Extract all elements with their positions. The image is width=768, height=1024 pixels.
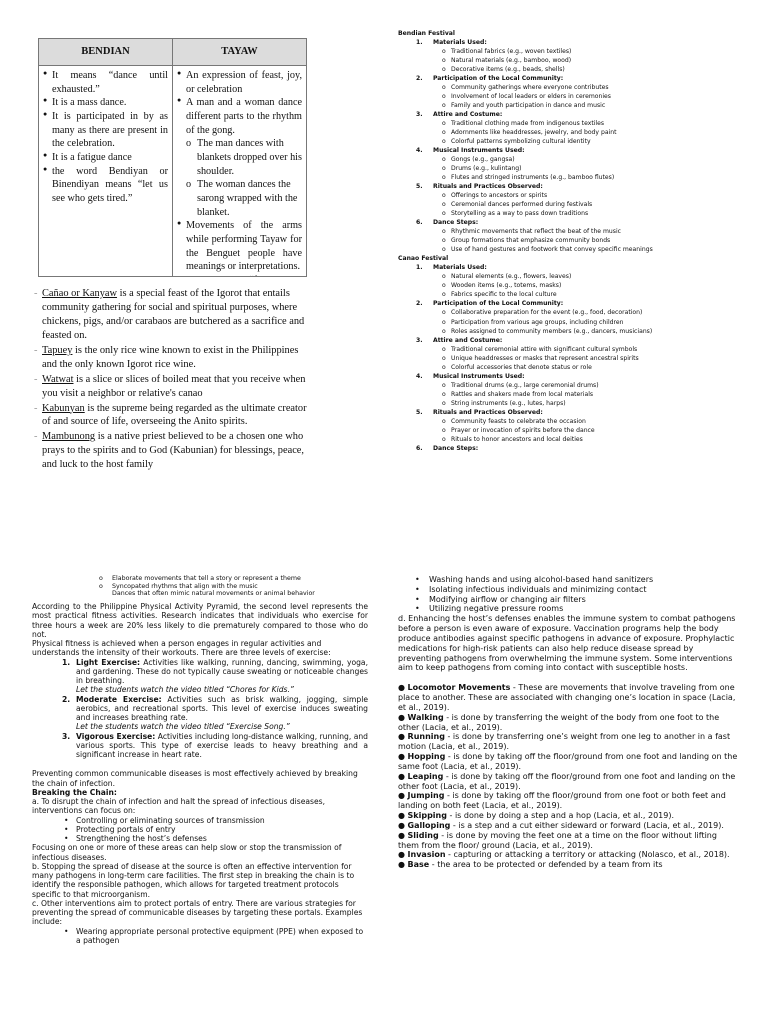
movement-definitions xyxy=(398,683,738,870)
movement-def: - is done by taking off the floor/ground from one foot and landing on the other foot (Lacia, et al., 2019). xyxy=(398,771,736,791)
paragraph: b. Stopping the spread of disease at the source is often an effective intervention for many pathogens in long-term care facilities. The first step in breaking the chain is to identify the responsible pathogen, which allows for targeted treatment protocols specific to that microorganism. xyxy=(32,861,355,899)
movement-entry xyxy=(398,732,738,752)
paragraph: Preventing common communicable diseases is most effectively achieved by breaking the chain of infection. xyxy=(32,769,358,788)
movement-term: Invasion xyxy=(407,850,446,860)
section-title: Materials Used: xyxy=(433,39,487,47)
tayaw-column xyxy=(172,66,306,277)
section-item: o Involvement of local leaders or elders in ceremonies xyxy=(398,92,758,101)
movement-term: Jumping xyxy=(407,791,445,801)
section-item: o Storytelling as a way to pass down traditions xyxy=(398,209,758,218)
section-number: 6. xyxy=(416,219,423,227)
section-item: o Traditional ceremonial attire with significant cultural symbols xyxy=(398,345,758,354)
glossary-term: Watwat xyxy=(42,373,74,385)
table-header xyxy=(39,39,306,66)
dance-steps-continued xyxy=(32,575,368,598)
movement-def: - is a step and a cut either sideward or forward (Lacia, et al., 2019). xyxy=(450,820,724,830)
section-item: o Participation from various age groups, including children xyxy=(398,318,758,327)
paragraph: a. To disrupt the chain of infection and halt the spread of infectious diseases, interventions can focus on: xyxy=(32,797,326,816)
section-item: o Offerings to ancestors or spirits xyxy=(398,191,758,200)
paragraph: According to the Philippine Physical Activity Pyramid, the second level represents the most practical fitness activities. Research indicates that individuals who exercise for three hours a week are 20% less likely to die prematurely compared to those who do not. xyxy=(32,602,368,639)
section-title: Participation of the Local Community: xyxy=(433,300,564,308)
bendian-festival-title: Bendian Festival xyxy=(398,30,455,37)
section-item: o Colorful accessories that denote status or role xyxy=(398,363,758,372)
movement-def: - is done by transferring the weight of the body from one foot to the other (Lacia, et al., 2019). xyxy=(398,712,720,732)
movement-entry xyxy=(398,791,738,811)
movement-def: - is done by taking off the floor/ground from one foot and landing on the same foot (Lacia, et al., 2019). xyxy=(398,752,738,771)
tayaw-subitem: o The man dances with blankets dropped over his shoulder. xyxy=(177,137,302,178)
header-bendian: BENDIAN xyxy=(81,46,130,57)
festival-section xyxy=(398,146,758,182)
section-title: Attire and Costume: xyxy=(433,336,503,344)
glossary-entry xyxy=(32,373,307,401)
movement-term: Leaping xyxy=(407,771,444,781)
canao-festival-title: Canao Festival xyxy=(398,255,449,263)
bullet-icon: ● xyxy=(398,860,408,870)
section-title: Participation of the Local Community: xyxy=(433,75,564,83)
section-item: o Traditional clothing made from indigenous textiles xyxy=(398,119,758,128)
bullet-icon: • xyxy=(64,926,69,936)
level-video: Let the students watch the video titled “Exercise Song.” xyxy=(76,722,290,732)
section-number: 4. xyxy=(416,372,423,380)
movement-term: Running xyxy=(407,732,445,742)
section-title: Musical Instruments Used: xyxy=(433,372,525,380)
section-heading xyxy=(398,444,758,453)
movement-entry xyxy=(398,821,738,831)
level-name: Vigorous Exercise: xyxy=(76,731,156,741)
festival-outline xyxy=(398,29,758,453)
level-number: 3. xyxy=(62,731,71,741)
list-text: Utilizing negative pressure rooms xyxy=(429,604,564,614)
list-item xyxy=(32,816,368,825)
section-number: 3. xyxy=(416,336,423,344)
movement-entry xyxy=(398,772,738,792)
bullet-icon: ● xyxy=(398,771,408,781)
level-name: Light Exercise: xyxy=(76,657,141,667)
festival-section xyxy=(398,182,758,218)
list-item xyxy=(398,585,738,595)
bullet-icon: • xyxy=(415,584,420,594)
section-item: o Community gatherings where everyone contributes xyxy=(398,83,758,92)
movement-def: - is done by doing a step and a hop (Lacia, et al., 2019). xyxy=(446,811,675,821)
section-item: o Natural materials (e.g., bamboo, wood) xyxy=(398,56,758,65)
list-item xyxy=(398,575,738,585)
festival-section xyxy=(398,444,758,453)
movement-entry xyxy=(398,713,738,733)
section-heading xyxy=(32,788,368,797)
section-item: o Wooden items (e.g., totems, masks) xyxy=(398,281,758,290)
section-item: o Fabrics specific to the local culture xyxy=(398,290,758,299)
section-item: o Collaborative preparation for the event (e.g., food, decoration) xyxy=(398,308,758,317)
movement-entry xyxy=(398,752,738,772)
section-number: 2. xyxy=(416,75,423,83)
festival-section xyxy=(398,408,758,444)
section-heading xyxy=(398,372,758,381)
section-heading xyxy=(398,38,758,47)
tayaw-item: ● A man and a woman dance different parts to the rhythm of the gong. xyxy=(177,96,302,137)
section-item: o Traditional fabrics (e.g., woven textiles) xyxy=(398,47,758,56)
section-item: o Colorful patterns symbolizing cultural identity xyxy=(398,137,758,146)
exercise-level xyxy=(62,658,368,695)
fitness-and-infection-text xyxy=(32,575,368,945)
section-heading xyxy=(398,74,758,83)
tayaw-item: ● Movements of the arms while performing Tayaw for the Benguet people have meanings or interpretations. xyxy=(177,219,302,274)
section-item: o Natural elements (e.g., flowers, leaves) xyxy=(398,272,758,281)
section-item: o Rattles and shakers made from local materials xyxy=(398,390,758,399)
glossary-def: is a native priest believed to be a chosen one who prays to the spirits and to God (Kabunian) for blessings, peace, and luck to the host family xyxy=(42,431,305,471)
section-number: 5. xyxy=(416,408,423,416)
section-item: o Traditional drums (e.g., large ceremonial drums) xyxy=(398,381,758,390)
level-text: Activities like walking, running, dancing, swimming, yoga, and gardening. These do not typically cause sweating or noticeable changes in breathing. xyxy=(76,657,368,686)
level-text: Activities including long-distance walking, running, and various sports. This type of exercise leads to heavy breathing and a significant increase in heart rate. xyxy=(76,731,368,760)
festival-section xyxy=(398,110,758,146)
list-text: Modifying airflow or changing air filters xyxy=(429,594,586,604)
section-title: Rituals and Practices Observed: xyxy=(433,408,543,416)
movement-term: Galloping xyxy=(407,820,451,830)
bullet-icon: ● xyxy=(398,712,408,722)
list-item xyxy=(398,604,738,614)
movement-def: - These are movements that involve traveling from one place to another. These are associated with changing one’s location in space (Lacia, et al., 2019). xyxy=(398,683,736,712)
section-number: 1. xyxy=(416,264,423,272)
list-text: Washing hands and using alcohol-based hand sanitizers xyxy=(429,575,654,584)
list-item: Dances that often mimic natural movements or animal behavior xyxy=(112,590,315,598)
list-text: Isolating infectious individuals and minimizing contact xyxy=(429,584,647,594)
section-item: o Community feasts to celebrate the occasion xyxy=(398,417,758,426)
bullet-icon: • xyxy=(415,604,420,614)
bullet-icon: ● xyxy=(398,830,408,840)
paragraph: Focusing on one or more of these areas can help slow or stop the transmission of infectious diseases. xyxy=(32,843,342,862)
level-number: 2. xyxy=(62,694,71,704)
bullet-icon: ● xyxy=(398,683,408,693)
section-title: Attire and Costume: xyxy=(433,111,503,119)
bullet-icon: • xyxy=(64,815,69,825)
list-text: Controlling or eliminating sources of transmission xyxy=(76,815,265,825)
tayaw-item xyxy=(177,274,302,277)
section-number: 2. xyxy=(416,300,423,308)
exercise-level xyxy=(62,732,368,760)
section-number: 4. xyxy=(416,147,423,155)
bullet-icon: • xyxy=(64,834,69,844)
list-text: Wearing appropriate personal protective equipment (PPE) when exposed to a pathogen xyxy=(76,926,364,945)
bullet-icon: ● xyxy=(398,752,408,762)
movement-term: Hopping xyxy=(407,752,446,762)
movement-entry xyxy=(398,811,738,821)
section-title: Rituals and Practices Observed: xyxy=(433,183,543,191)
glossary-def: is the only rice wine known to exist in the Philippines and the only known Igorot rice wine. xyxy=(42,344,299,370)
movement-entry xyxy=(398,831,738,851)
level-number: 1. xyxy=(62,657,71,667)
bullet-icon: ● xyxy=(398,732,408,742)
list-text: Strengthening the host’s defenses xyxy=(76,834,207,844)
movement-term: Sliding xyxy=(407,830,439,840)
section-item: o Prayer or invocation of spirits before the dance xyxy=(398,426,758,435)
exercise-level xyxy=(62,695,368,732)
list-item xyxy=(32,927,368,946)
list-item: o Elaborate movements that tell a story or represent a theme xyxy=(99,575,368,583)
bullet-icon: ● xyxy=(398,811,408,821)
section-item: o Group formations that emphasize community bonds xyxy=(398,236,758,245)
section-number: 5. xyxy=(416,183,423,191)
tayaw-subitem: o The woman dances the sarong wrapped with the blanket. xyxy=(177,178,302,219)
bullet-icon: • xyxy=(64,824,69,834)
glossary-entry xyxy=(32,344,307,372)
section-heading xyxy=(398,299,758,308)
festival-section xyxy=(398,263,758,299)
festival-section xyxy=(398,336,758,372)
movement-term: Walking xyxy=(407,712,444,722)
glossary-def: is a special feast of the Igorot that entails community gathering for social and spiritual purposes, where chickens, pigs, and/or carabaos are butchered as a sacrifice and feasted on. xyxy=(42,288,305,341)
section-title: Materials Used: xyxy=(433,264,487,272)
list-item xyxy=(398,595,738,605)
bullet-icon: • xyxy=(415,575,420,584)
section-item: o String instruments (e.g., lutes, harps) xyxy=(398,399,758,408)
level-name: Moderate Exercise: xyxy=(76,694,162,704)
glossary xyxy=(32,287,307,473)
glossary-term: Kabunyan xyxy=(42,402,85,414)
bendian-sections xyxy=(398,38,758,254)
movement-entry xyxy=(398,850,738,860)
bullet-icon: ● xyxy=(398,791,408,801)
glossary-entry xyxy=(32,287,307,343)
tayaw-item: ● An expression of feast, joy, or celebration xyxy=(177,69,302,96)
paragraph: d. Enhancing the host’s defenses enables the immune system to combat pathogens before a person is even aware of exposure. Vaccination programs help the body produce antibodies against specific pathogens in advance of exposure. Prophylactic medications for high-risk patients can also help reduce disease spread by preventing pathogens from overwhelming the immune system. Some interventions aim to keep pathogens from coming into contact with susceptible hosts. xyxy=(398,614,736,673)
movement-term: Base xyxy=(407,860,430,870)
glossary-def: is a slice or slices of boiled meat that you receive when you visit a neighbor or relative's canao xyxy=(42,373,306,399)
section-number: 1. xyxy=(416,39,423,47)
movement-def: - the area to be protected or defended by a team from its xyxy=(429,860,663,870)
list-item: o Syncopated rhythms that align with the music xyxy=(99,583,368,591)
section-heading xyxy=(398,110,758,119)
bendian-tayaw-table xyxy=(38,38,307,277)
bendian-item: ● It is a fatigue dance xyxy=(43,151,168,165)
glossary-term: Tapuey xyxy=(42,344,73,356)
movement-def: - is done by moving the feet one at a time on the floor without lifting them from the floor/ ground (Lacia, et al., 2019). xyxy=(398,830,717,850)
chain-heading: Breaking the Chain: xyxy=(32,787,117,797)
section-item: o Drums (e.g., kulintang) xyxy=(398,164,758,173)
movement-def: - is done by taking off the floor/ground from one foot or both feet and landing on both feet (Lacia, et al., 2019). xyxy=(398,791,726,811)
section-number: 6. xyxy=(416,444,423,452)
exercise-levels xyxy=(32,658,368,760)
section-item: o Rhythmic movements that reflect the beat of the music xyxy=(398,227,758,236)
glossary-term: Cañao or Kanyaw xyxy=(42,288,118,299)
section-heading xyxy=(398,182,758,191)
section-item: o Adornments like headdresses, jewelry, and body paint xyxy=(398,128,758,137)
bendian-item: ● It is a mass dance. xyxy=(43,96,168,110)
bendian-item: ● It is participated in by as many as there are present in the celebration. xyxy=(43,110,168,151)
movement-entry xyxy=(398,860,738,870)
section-item: o Roles assigned to community members (e.g., dancers, musicians) xyxy=(398,327,758,336)
festival-section xyxy=(398,38,758,74)
list-item xyxy=(32,834,368,843)
section-title: Dance Steps: xyxy=(433,444,479,452)
section-item: o Family and youth participation in dance and music xyxy=(398,101,758,110)
prevention-and-movements-text xyxy=(398,575,738,870)
list-item xyxy=(32,825,368,834)
movement-entry xyxy=(398,683,738,712)
section-item: o Flutes and stringed instruments (e.g., bamboo flutes) xyxy=(398,173,758,182)
level-text: Activities such as brisk walking, jogging, simple aerobics, and recreational sports. This level of exercise induces sweating and increases breathing rate. xyxy=(76,694,368,723)
section-heading xyxy=(398,218,758,227)
list-text: Protecting portals of entry xyxy=(76,824,176,834)
paragraph: Physical fitness is achieved when a person engages in regular activities and understands the intensity of their workouts. There are three levels of exercise: xyxy=(32,639,331,658)
glossary-def: is the supreme being regarded as the ultimate creator of and source of life, overseeing the Anito spirits. xyxy=(42,402,307,428)
section-item: o Decorative items (e.g., beads, shells) xyxy=(398,65,758,74)
bullet-icon: ● xyxy=(398,820,408,830)
festival-section xyxy=(398,74,758,110)
section-title: Dance Steps: xyxy=(433,219,479,227)
canao-sections xyxy=(398,263,758,452)
festival-section xyxy=(398,372,758,408)
movement-term: Skipping xyxy=(407,811,447,821)
movement-term: Locomotor Movements xyxy=(407,683,511,693)
section-heading xyxy=(398,146,758,155)
bendian-item: ● It means “dance until exhausted.” xyxy=(43,69,168,96)
glossary-entry xyxy=(32,430,307,472)
section-heading xyxy=(398,263,758,272)
section-item: o Rituals to honor ancestors and local deities xyxy=(398,435,758,444)
section-item: o Ceremonial dances performed during festivals xyxy=(398,200,758,209)
bullet-icon: • xyxy=(415,594,420,604)
section-item: o Unique headdresses or masks that represent ancestral spirits xyxy=(398,354,758,363)
paragraph: c. Other interventions aim to protect portals of entry. There are various strategies for preventing the spread of communicable diseases by targeting these portals. Examples include: xyxy=(32,898,363,927)
section-number: 3. xyxy=(416,111,423,119)
movement-def: - capturing or attacking a territory or attacking (Nolasco, et al., 2018). xyxy=(445,850,730,860)
festival-section xyxy=(398,299,758,335)
bendian-column xyxy=(39,66,172,277)
bullet-icon: ● xyxy=(398,850,408,860)
glossary-entry xyxy=(32,402,307,430)
section-title: Musical Instruments Used: xyxy=(433,147,525,155)
section-item: o Gongs (e.g., gangsa) xyxy=(398,155,758,164)
glossary-term: Mambunong xyxy=(42,431,96,443)
section-heading xyxy=(398,408,758,417)
movement-def: - is done by transferring one’s weight from one leg to another in a fast motion (Lacia, et al., 2019). xyxy=(398,732,731,752)
header-tayaw: TAYAW xyxy=(172,39,306,65)
section-heading xyxy=(398,336,758,345)
bendian-item: ● the word Bendiyan or Binendiyan means “let us see who gets tired.” xyxy=(43,165,168,206)
level-video: Let the students watch the video titled “Chores for Kids.” xyxy=(76,685,294,695)
festival-section xyxy=(398,218,758,254)
section-item: o Use of hand gestures and footwork that convey specific meanings xyxy=(398,245,758,254)
